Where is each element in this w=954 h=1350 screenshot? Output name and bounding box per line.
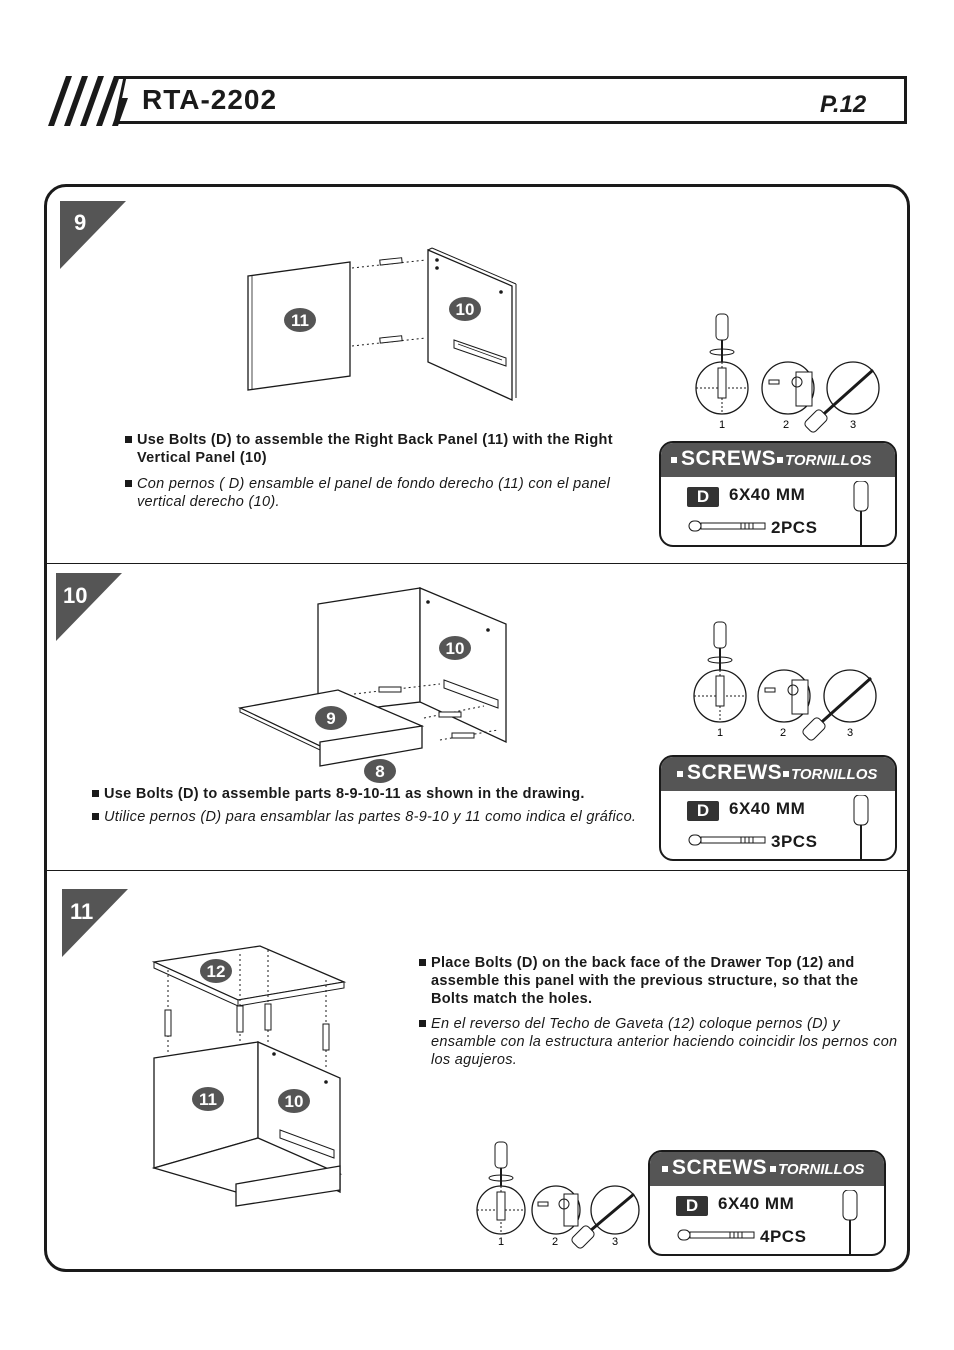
- part-label-text: 8: [375, 762, 385, 781]
- screws-title: SCREWS: [672, 1156, 768, 1179]
- bullet-icon: [92, 790, 99, 797]
- bolt-icon: [687, 519, 769, 533]
- screws-header: [650, 1152, 884, 1186]
- screws-subtitle: TORNILLOS: [785, 452, 872, 469]
- bullet-icon: [419, 959, 426, 966]
- screws-title: SCREWS: [681, 447, 777, 470]
- screwdriver-icon: [840, 1190, 860, 1256]
- screws-box: [659, 755, 897, 861]
- screw-qty: 3PCS: [771, 832, 818, 851]
- tool-step-label: 1: [716, 727, 724, 739]
- screw-code-badge: D: [676, 1196, 708, 1216]
- part-label-text: 12: [206, 962, 226, 981]
- tool-step-label: 1: [718, 419, 726, 431]
- screw-spec: 6X40 MM: [729, 485, 806, 504]
- bullet-icon: [125, 480, 132, 487]
- bolt-icon: [676, 1228, 758, 1242]
- tool-step-label: 3: [849, 419, 857, 431]
- part-label-text: 10: [455, 300, 475, 319]
- step-number: 11: [70, 899, 94, 924]
- instruction-en: Use Bolts (D) to assemble the Right Back Panel (11) with the Right Vertical Panel (10): [125, 431, 625, 467]
- page-number: P.12: [820, 91, 867, 118]
- instruction-es: Utilice pernos (D) para ensamblar las partes 8-9-10 y 11 como indica el gráfico.: [92, 808, 652, 826]
- screw-code-badge: D: [687, 801, 719, 821]
- step10-drawing: [234, 584, 514, 774]
- tool-step-label: 1: [497, 1236, 505, 1248]
- tool-step-label: 2: [779, 727, 787, 739]
- step-number: 10: [63, 583, 88, 608]
- screw-qty: 4PCS: [760, 1227, 807, 1246]
- part-label-8: [363, 758, 399, 784]
- tool-sequence: [472, 1128, 672, 1252]
- part-label-text: 9: [326, 709, 336, 728]
- screws-subtitle: TORNILLOS: [778, 1161, 865, 1178]
- screwdriver-icon: [851, 481, 871, 547]
- screws-subtitle: TORNILLOS: [791, 766, 878, 783]
- header-bar-slant: [113, 74, 127, 126]
- tool-sequence: [693, 310, 893, 434]
- instruction-es: En el reverso del Techo de Gaveta (12) coloque pernos (D) y ensamble con la estructura anterior haciendo coincidir los pernos con los agujeros.: [419, 1015, 899, 1069]
- part-label-11: [283, 307, 319, 333]
- screws-header: [661, 757, 895, 791]
- step11-drawing: [150, 944, 350, 1210]
- screws-box: [648, 1150, 886, 1256]
- tool-step-label: 2: [551, 1236, 559, 1248]
- screws-title: SCREWS: [687, 761, 783, 784]
- tool-step-label: 3: [611, 1236, 619, 1248]
- screw-qty: 2PCS: [771, 518, 818, 537]
- step-number: 9: [74, 210, 87, 235]
- part-label-text: 11: [291, 311, 309, 330]
- bullet-icon: [92, 813, 99, 820]
- instruction-en: Place Bolts (D) on the back face of the Drawer Top (12) and assemble this panel with the previous structure, so that the Bolts match the holes.: [419, 954, 891, 1008]
- tool-sequence: [691, 618, 891, 742]
- part-label-text: 10: [284, 1092, 304, 1111]
- bullet-icon: [125, 436, 132, 443]
- part-label-12: [199, 958, 235, 984]
- screw-spec: 6X40 MM: [718, 1194, 795, 1213]
- part-label-10: [438, 635, 474, 661]
- screws-header: [661, 443, 895, 477]
- screw-spec: 6X40 MM: [729, 799, 806, 818]
- bolt-icon: [687, 833, 769, 847]
- part-label-10: [277, 1088, 313, 1114]
- part-label-10: [448, 296, 484, 322]
- instruction-es: Con pernos ( D) ensamble el panel de fondo derecho (11) con el panel vertical derecho (10).: [125, 475, 625, 511]
- screw-code-badge: D: [687, 487, 719, 507]
- screwdriver-icon: [851, 795, 871, 861]
- step-tab: [60, 201, 128, 271]
- part-label-11: [191, 1086, 227, 1112]
- tool-step-label: 3: [846, 727, 854, 739]
- part-label-9: [314, 705, 350, 731]
- tool-step-label: 2: [782, 419, 790, 431]
- step-divider: [46, 870, 908, 871]
- instruction-en: Use Bolts (D) to assemble parts 8-9-10-11 as shown in the drawing.: [92, 785, 667, 803]
- step-divider: [46, 563, 908, 564]
- part-label-text: 11: [199, 1090, 217, 1109]
- screws-box: [659, 441, 897, 547]
- model-title: RTA-2202: [142, 84, 278, 115]
- part-label-text: 10: [445, 639, 465, 658]
- bullet-icon: [419, 1020, 426, 1027]
